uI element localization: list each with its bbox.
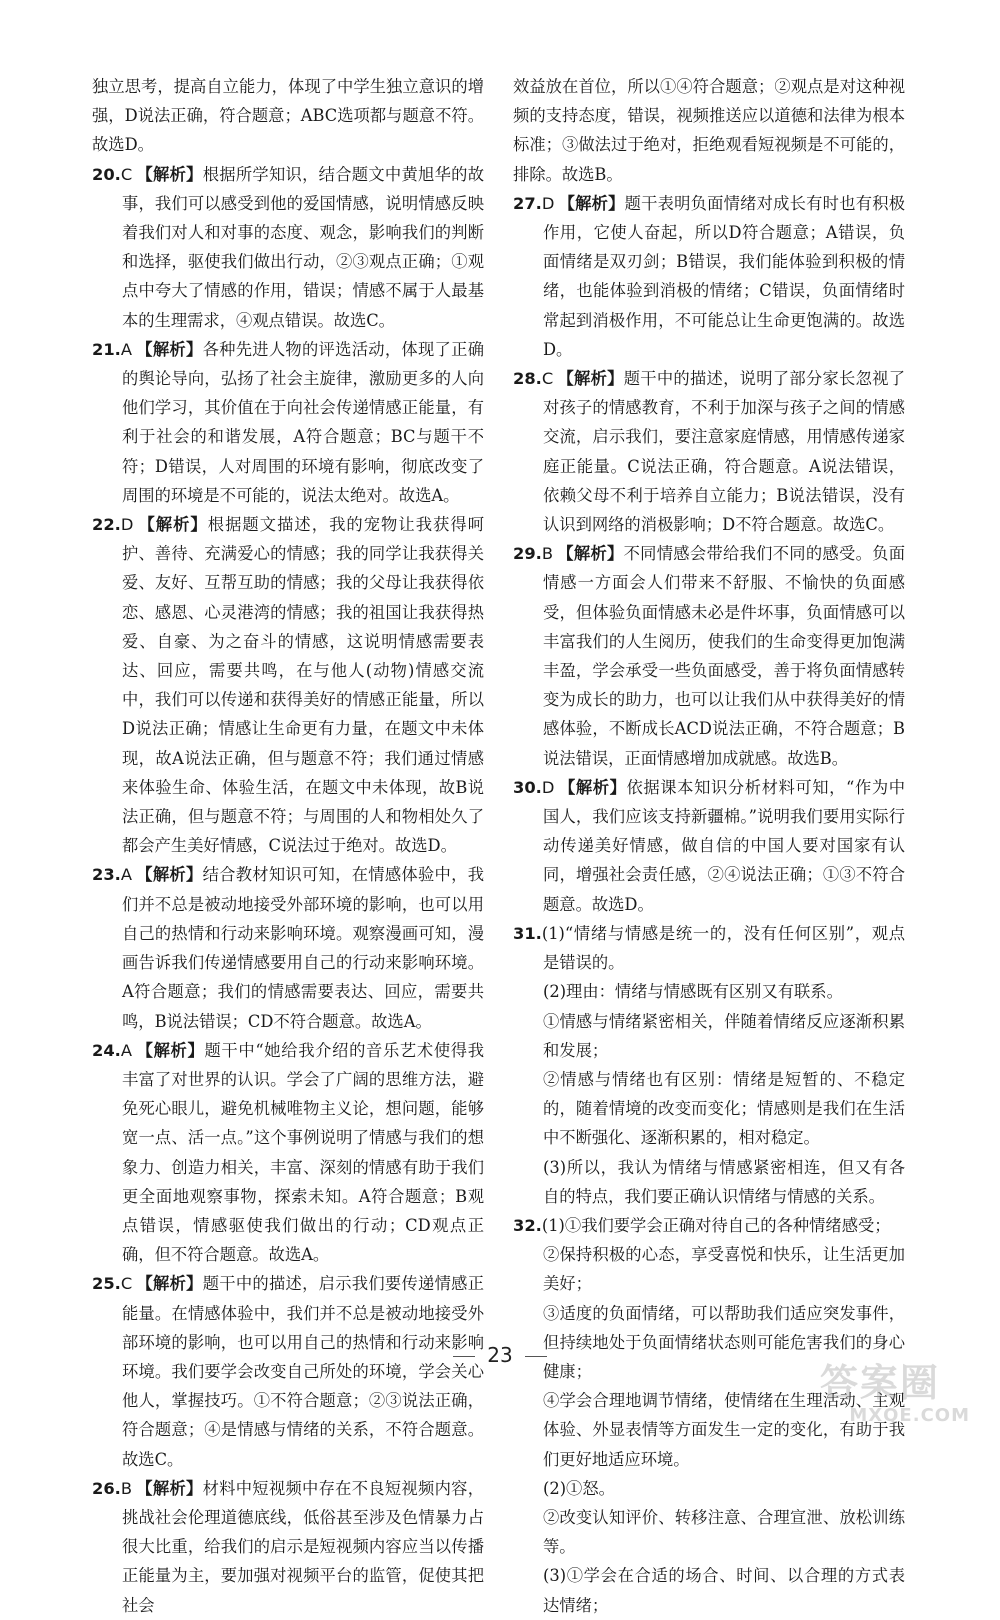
answer-31-line: ①情感与情绪紧密相关，伴随着情绪反应逐渐积累和发展；: [543, 1011, 905, 1060]
answer-item-24: 24.A 【解析】题干中“她给我介绍的音乐艺术使得我丰富了对世界的认识。学会了广阔的思维方法，避免死心眼儿，避免机械唯物主义论，想问题，能够宽一点、活一点。”这个事例说明了情感与我们的想象力、创造力相关，丰富、深刻的情感有助于我们更全面地观察事物，探索未知。A符合题意；B观点错误，情感驱使我们做出的行动；CD观点正确，但不符合题意。故选A。: [92, 1040, 484, 1265]
answer-31-line: (3)所以，我认为情绪与情感紧密相连，但又有各自的特点，我们要正确认识情绪与情感的关系。: [543, 1157, 905, 1206]
answer-item-20: 20.C 【解析】根据所学知识，结合题文中黄旭华的故事，我们可以感受到他的爱国情感，说明情感反映着我们对人和对事的态度、观念，影响我们的判断和选择，驱使我们做出行动，②③观点正确；①观点中夸大了情感的作用，错误；情感不属于人最基本的生理需求，④观点错误。故选C。: [92, 164, 484, 330]
continuation-text: 效益放在首位，所以①④符合题意；②观点是对这种视频的支持态度，错误，视频推送应以道德和法律为根本标准；③做法过于绝对，拒绝观看短视频是不可能的，排除。故选B。: [513, 77, 905, 184]
dash-right: [525, 1356, 547, 1357]
answer-item-28: 28.C 【解析】题干中的描述，说明了部分家长忽视了对孩子的情感教育，不利于加深与孩子之间的情感交流，启示我们，要注意家庭情感，用情感传递家庭正能量。C说法正确，符合题意。A说法错误，依赖父母不利于培养自立能力；B说法错误，没有认识到网络的消极影响；D不符合题意。故选C。: [513, 369, 905, 535]
watermark-sub: MXQE.COM: [849, 1405, 970, 1426]
answer-item-30: 30.D 【解析】依据课本知识分析材料可知，“作为中国人，我们应该支持新疆棉。”说明我们要用实际行动传递美好情感，做自信的中国人要对国家有认同，增强社会责任感，②④说法正确；①③不符合题意。故选D。: [513, 777, 905, 914]
answer-31-line: (2)理由：情绪与情感既有区别又有联系。: [543, 982, 843, 1002]
answer-item-23: 23.A 【解析】结合教材知识可知，在情感体验中，我们并不总是被动地接受外部环境的影响，也可以用自己的热情和行动来影响环境。观察漫画可知，漫画告诉我们传递情感要用自己的行动来影响环境。A符合题意；我们的情感需要表达、回应，需要共鸣，B说法错误；CD不符合题意。故选A。: [92, 865, 484, 1031]
answer-32-line: ③适度的负面情绪，可以帮助我们适应突发事件，但持续地处于负面情绪状态则可能危害我们的身心健康；: [543, 1303, 905, 1381]
left-column: [92, 72, 484, 1620]
answer-32-line: ②保持积极的心态，享受喜悦和快乐，让生活更加美好；: [543, 1245, 905, 1294]
answer-32-line: ④学会合理地调节情绪，使情绪在生理活动、主观体验、外显表情等方面发生一定的变化，有助于我们更好地适应环境。: [543, 1391, 905, 1469]
answer-item-25: 25.C 【解析】题干中的描述，启示我们要传递情感正能量。在情感体验中，我们并不总是被动地接受外部环境的影响，也可以用自己的热情和行动来影响环境。我们要学会改变自己所处的环境，学会关心他人，掌握技巧。①不符合题意；②③说法正确，符合题意；④是情感与情绪的关系，不符合题意。故选C。: [92, 1274, 484, 1469]
answer-item-32: 32.(1)①我们要学会正确对待自己的各种情绪感受；: [513, 1215, 891, 1235]
page-number: 23: [0, 1343, 1000, 1367]
answer-32-line: (2)①怒。: [543, 1478, 615, 1498]
answer-item-22: 22.D 【解析】根据题文描述，我的宠物让我获得呵护、善待、充满爱心的情感；我的同学让我获得关爱、友好、互帮互助的情感；我的父母让我获得依恋、感恩、心灵港湾的情感；我的祖国让我获得热爱、自豪、为之奋斗的情感，这说明情感需要表达、回应，需要共鸣，在与他人(动物)情感交流中，我们可以传递和获得美好的情感正能量，所以D说法正确；情感让生命更有力量，在题文中未体现，故A说法正确，但与题意不符；我们通过情感来体验生命、体验生活，在题文中未体现，故B说法正确，但与题意不符；与周围的人和物相处久了都会产生美好情感，C说法过于绝对。故选D。: [92, 515, 484, 856]
watermark-logo: [820, 1361, 970, 1431]
answer-32-line: (3)①学会在合适的场合、时间、以合理的方式表达情绪；: [543, 1566, 905, 1615]
dash-left: [453, 1356, 475, 1357]
answer-item-31: 31.(1)“情绪与情感是统一的，没有任何区别”，观点是错误的。: [513, 923, 905, 973]
answer-31-line: ②情感与情绪也有区别：情绪是短暂的、不稳定的，随着情境的改变而变化；情感则是我们在生活中不断强化、逐渐积累的，相对稳定。: [543, 1069, 905, 1148]
answer-item-21: 21.A 【解析】各种先进人物的评选活动，体现了正确的舆论导向，弘扬了社会主旋律，激励更多的人向他们学习，其价值在于向社会传递情感正能量，有利于社会的和谐发展，A符合题意；BC与题干不符；D错误，人对周围的环境有影响，彻底改变了周围的环境是不可能的，说法太绝对。故选A。: [92, 339, 484, 505]
watermark-main: 答案圈: [820, 1361, 941, 1405]
answer-item-29: 29.B 【解析】不同情感会带给我们不同的感受。负面情感一方面会人们带来不舒服、不愉快的负面感受，但体验负面情感未必是件坏事，负面情感可以丰富我们的人生阅历，使我们的生命变得更加饱满丰盈，学会承受一些负面感受，善于将负面情感转变为成长的助力，也可以让我们从中获得美好的情感体验，不断成长ACD说法正确，不符合题意；B说法错误，正面情感增加成就感。故选B。: [513, 544, 905, 768]
answer-32-line: ②改变认知评价、转移注意、合理宣泄、放松训练等。: [543, 1507, 905, 1557]
answer-item-26: 26.B 【解析】材料中短视频中存在不良短视频内容，挑战社会伦理道德底线，低俗甚至涉及色情暴力占很大比重，给我们的启示是短视频内容应当以传播正能量为主，要加强对视频平台的监管，促使其把社会: [92, 1478, 484, 1615]
continuation-text: 独立思考，提高自立能力，体现了中学生独立意识的增强，D说法正确，符合题意；ABC选项都与题意不符。故选D。: [92, 77, 484, 155]
answer-item-27: 27.D 【解析】题干表明负面情绪对成长有时也有积极作用，它使人奋起，所以D符合题意；A错误，负面情绪是双刃剑；B错误，我们能体验到积极的情绪，也能体验到消极的情绪；C错误，负面情绪时常起到消极作用，不可能总让生命更饱满的。故选D。: [513, 193, 905, 359]
